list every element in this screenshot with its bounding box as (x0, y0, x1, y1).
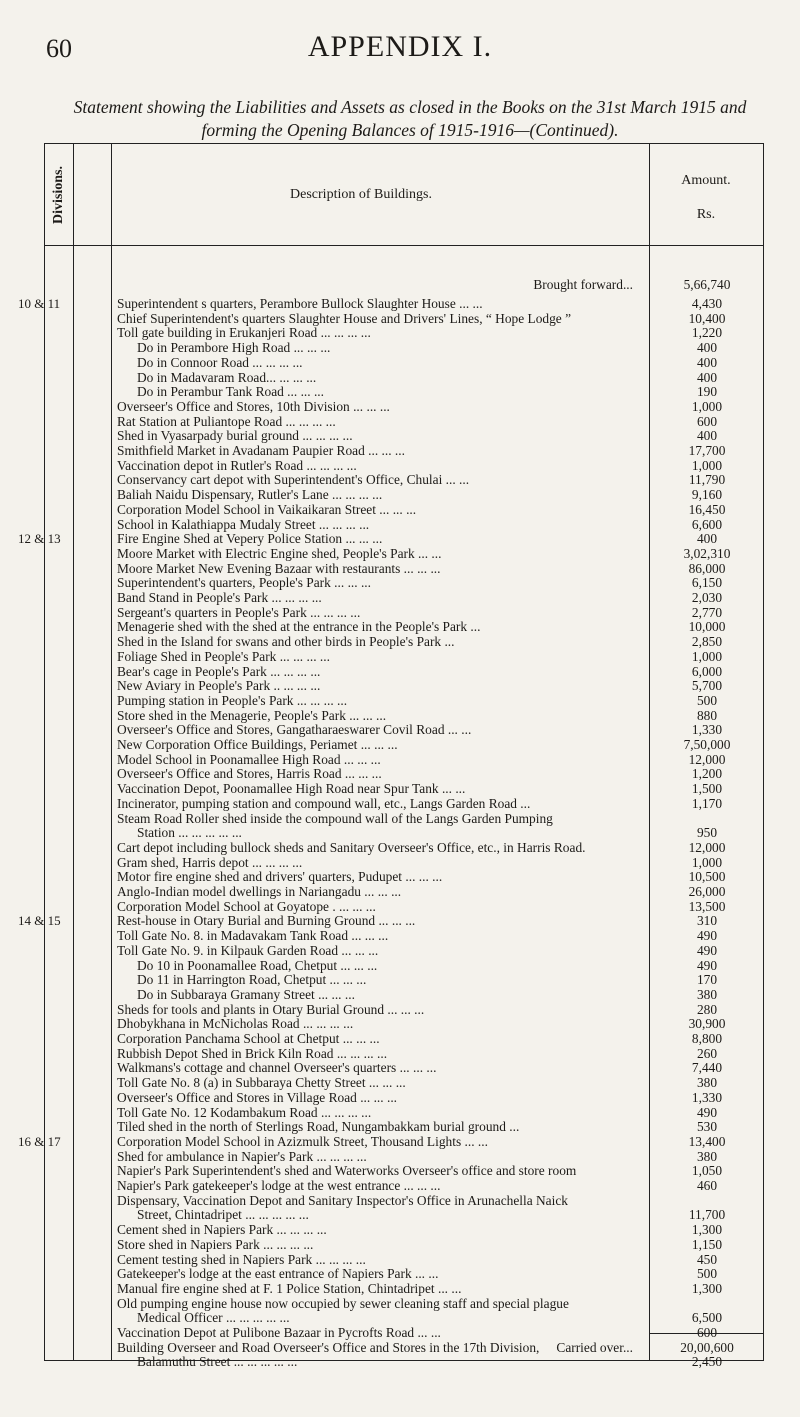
description-cell: Toll gate building in Erukanjeri Road ... ... ... ... (117, 325, 371, 341)
description-cell: Moore Market New Evening Bazaar with restaurants ... ... ... (117, 560, 441, 576)
amount-cell: 8,800 (691, 1031, 723, 1046)
description-cell: Do in Madavaram Road... ... ... ... (137, 369, 317, 385)
description-cell: Building Overseer and Road Overseer's Office and Stores in the 17th Division, (117, 1339, 540, 1355)
description-cell: Do in Subbaraya Gramany Street ... ... ... (137, 986, 355, 1002)
amount-cell: 490 (696, 1104, 718, 1120)
description-cell: Steam Road Roller shed inside the compound wall of the Langs Garden Pumping (117, 810, 553, 826)
amount-cell: 190 (696, 384, 718, 400)
amount-cell: 400 (696, 354, 718, 370)
description-cell: Do in Perambore High Road ... ... ... (137, 340, 331, 356)
description-cell: Foliage Shed in People's Park ... ... ... ... (117, 648, 330, 664)
amount-cell: 30,900 (688, 1016, 726, 1032)
amount-cell: 11,700 (688, 1207, 726, 1223)
description-cell: Smithfield Market in Avadanam Paupier Road ... ... ... (117, 443, 405, 458)
amount-cell: 10,500 (688, 869, 726, 885)
amount-cell: 12,000 (688, 751, 726, 767)
amount-cell: 16,450 (688, 501, 726, 517)
description-cell: Balamuthu Street ... ... ... ... ... (137, 1354, 298, 1370)
amount-cell: 1,300 (691, 1280, 723, 1296)
description-cell: Corporation Model School in Azizmulk Street, Thousand Lights ... ... (117, 1133, 488, 1149)
description-cell: School in Kalathiappa Mudaly Street ... ... ... ... (117, 516, 370, 532)
amount-cell: 2,030 (691, 590, 723, 605)
description-cell: Motor fire engine shed and drivers' quarters, Pudupet ... ... ... (117, 869, 443, 885)
carried-over-amount: 20,00,600 (680, 1340, 734, 1355)
amount-cell: 6,000 (691, 663, 723, 679)
amount-cell: 13,500 (688, 898, 726, 914)
statement-caption (60, 96, 760, 142)
amount-cell: 380 (696, 986, 718, 1002)
division-cell: 12 & 13 (18, 531, 61, 547)
description-cell: Street, Chintadripet ... ... ... ... ... (137, 1207, 309, 1223)
amount-cell: 400 (696, 428, 718, 444)
description-cell: Manual fire engine shed at F. 1 Police Station, Chintadripet ... ... (117, 1280, 462, 1296)
description-cell: New Aviary in People's Park .. ... ... ... (117, 678, 321, 694)
description-cell: Conservancy cart depot with Superintendent's Office, Chulai ... ... (117, 472, 470, 488)
amount-cell: 880 (696, 707, 718, 723)
amount-cell: 1,170 (691, 795, 723, 811)
amount-cell: 1,220 (691, 325, 723, 341)
brought-forward-row (45, 276, 763, 293)
amount-cell: 500 (696, 1266, 718, 1282)
description-cell: Gatekeeper's lodge at the east entrance of Napiers Park ... ... (117, 1266, 439, 1282)
description-cell: Shed for ambulance in Napier's Park ... ... ... ... (117, 1148, 367, 1164)
description-cell: Corporation Model School at Goyatope . ... ... ... (117, 898, 376, 914)
divisions-header: Divisions. (51, 165, 66, 224)
amount-cell: 400 (696, 369, 718, 385)
amount-cell: 600 (696, 413, 718, 429)
description-cell: Dispensary, Vaccination Depot and Sanitary Inspector's Office in Arunachella Naick (117, 1192, 568, 1208)
amount-cell: 1,000 (691, 457, 723, 473)
amount-cell: 1,050 (691, 1163, 723, 1179)
amount-cell: 1,300 (691, 1222, 723, 1238)
division-cell: 14 & 15 (18, 913, 61, 929)
header-divider (45, 245, 763, 246)
division-cell: 16 & 17 (18, 1133, 61, 1149)
amount-cell: 7,440 (691, 1060, 723, 1076)
amount-cell: 9,160 (691, 487, 723, 503)
amount-cell: 6,600 (691, 516, 723, 532)
description-cell: Sheds for tools and plants in Otary Burial Ground ... ... ... (117, 1001, 425, 1017)
description-header: Description of Buildings. (290, 186, 432, 202)
description-cell: Baliah Naidu Dispensary, Rutler's Lane ... ... ... ... (117, 487, 383, 503)
description-cell: Overseer's Office and Stores, Harris Road ... ... ... (117, 766, 382, 782)
amount-cell: 490 (696, 928, 718, 944)
amount-cell: 1,500 (691, 781, 723, 797)
description-cell: Do in Perambur Tank Road ... ... ... (137, 384, 325, 400)
amount-cell: 2,770 (691, 604, 723, 620)
statement-table (18, 143, 764, 1370)
amount-cell: 4,430 (691, 296, 723, 311)
description-cell: Band Stand in People's Park ... ... ... ... (117, 590, 322, 605)
page-number: 60 (46, 34, 72, 63)
description-cell: Rat Station at Puliantope Road ... ... ... ... (117, 413, 336, 429)
amount-cell: 460 (696, 1178, 718, 1193)
amount-cell: 17,700 (688, 443, 726, 458)
amount-cell: 490 (696, 942, 718, 958)
description-cell: Store shed in Napiers Park ... ... ... ... (117, 1236, 314, 1252)
description-cell: Superintendent's quarters, People's Park ... ... ... (117, 575, 371, 591)
description-cell: Pumping station in People's Park ... ... ... ... (117, 692, 348, 708)
description-cell: Cement testing shed in Napiers Park ... ... ... ... (117, 1251, 366, 1267)
page-header: APPENDIX I. (307, 30, 493, 63)
amount-cell: 260 (696, 1045, 718, 1061)
description-cell: Do in Connoor Road ... ... ... ... (137, 354, 303, 370)
amount-cell: 950 (696, 825, 718, 841)
description-cell: New Corporation Office Buildings, Periamet ... ... ... (117, 737, 398, 752)
amount-cell: 1,000 (691, 854, 723, 870)
description-cell: Medical Officer ... ... ... ... ... (137, 1310, 290, 1326)
amount-cell: 86,000 (688, 560, 726, 576)
description-cell: Corporation Model School in Vaikaikaran Street ... ... ... (117, 501, 417, 517)
description-cell: Toll Gate No. 8. in Madavakam Tank Road ... ... ... (117, 928, 389, 944)
description-cell: Moore Market with Electric Engine shed, People's Park ... ... (117, 545, 442, 561)
amount-cell: 400 (696, 531, 718, 547)
description-cell: Store shed in the Menagerie, People's Park ... ... ... (117, 707, 387, 723)
amount-cell: 6,150 (691, 575, 723, 591)
total-rule (649, 1333, 763, 1334)
amount-cell: 3,02,310 (683, 545, 731, 561)
amount-cell: 2,450 (691, 1354, 723, 1370)
carried-over-row (45, 1339, 763, 1356)
description-cell: Cart depot including bullock sheds and Sanitary Overseer's Office, etc., in Harris Road. (117, 839, 586, 855)
description-cell: Overseer's Office and Stores in Village Road ... ... ... (117, 1089, 398, 1105)
description-cell: Rest-house in Otary Burial and Burning Ground ... ... ... (117, 913, 416, 929)
description-cell: Vaccination depot in Rutler's Road ... ... ... ... (117, 457, 357, 473)
amount-header-label: Amount. (681, 173, 731, 188)
description-cell: Do 10 in Poonamallee Road, Chetput ... ... ... (137, 957, 378, 973)
amount-cell: 5,700 (691, 678, 723, 694)
division-cell: 10 & 11 (18, 296, 61, 311)
amount-cell: 13,400 (688, 1133, 726, 1149)
amount-header (649, 164, 763, 232)
description-cell: Napier's Park gatekeeper's lodge at the west entrance ... ... ... (117, 1178, 441, 1193)
description-cell: Station ... ... ... ... ... (137, 825, 242, 841)
brought-forward-label: Brought forward... (533, 277, 633, 292)
amount-cell: 380 (696, 1075, 718, 1091)
brought-forward-amount: 5,66,740 (683, 277, 731, 292)
description-cell: Dhobykhana in McNicholas Road ... ... ... ... (117, 1016, 354, 1032)
amount-cell: 6,500 (691, 1310, 723, 1326)
amount-cell: 1,200 (691, 766, 723, 782)
description-cell: Cement shed in Napiers Park ... ... ... ... (117, 1222, 327, 1238)
description-cell: Menagerie shed with the shed at the entrance in the People's Park ... (117, 619, 481, 635)
description-cell: Superintendent s quarters, Perambore Bullock Slaughter House ... ... (117, 296, 483, 311)
description-cell: Toll Gate No. 12 Kodambakum Road ... ... ... ... (117, 1104, 372, 1120)
amount-cell: 490 (696, 957, 718, 973)
description-cell: Shed in the Island for swans and other birds in People's Park ... (117, 634, 455, 650)
amount-cell: 1,150 (691, 1236, 723, 1252)
description-cell: Anglo-Indian model dwellings in Nariangadu ... ... ... (117, 884, 402, 899)
amount-cell: 1,000 (691, 648, 723, 664)
description-cell: Old pumping engine house now occupied by sewer cleaning staff and special plague (117, 1295, 569, 1311)
description-cell: Toll Gate No. 9. in Kilpauk Garden Road ... ... ... (117, 942, 379, 958)
amount-cell: 500 (696, 692, 718, 708)
caption-line-2: forming the Opening Balances of 1915-1916—(Continued). (201, 120, 619, 140)
description-cell: Napier's Park Superintendent's shed and Waterworks Overseer's office and store room (117, 1163, 577, 1179)
amount-cell: 400 (696, 340, 718, 356)
description-cell: Sergeant's quarters in People's Park ... ... ... ... (117, 604, 361, 620)
amount-cell: 26,000 (688, 884, 726, 899)
amount-cell: 10,000 (688, 619, 726, 635)
description-cell: Model School in Poonamallee High Road ... ... ... (117, 751, 381, 767)
description-cell: Vaccination Depot, Poonamallee High Road near Spur Tank ... ... (117, 781, 466, 797)
description-cell: Overseer's Office and Stores, 10th Division ... ... ... (117, 398, 390, 414)
amount-cell: 380 (696, 1148, 718, 1164)
description-cell: Do 11 in Harrington Road, Chetput ... ... ... (137, 972, 367, 988)
caption-line-1: Statement showing the Liabilities and Assets as closed in the Books on the 31st March 1915 and (73, 97, 747, 117)
amount-cell: 310 (696, 913, 718, 929)
description-cell: Walkmans's cottage and channel Overseer's quarters ... ... ... (117, 1060, 437, 1076)
amount-cell: 530 (696, 1119, 718, 1135)
amount-cell: 12,000 (688, 839, 726, 855)
amount-cell: 1,330 (691, 1089, 723, 1105)
amount-cell: 280 (696, 1001, 718, 1017)
amount-cell: 11,790 (688, 472, 726, 488)
currency-label: Rs. (696, 207, 716, 222)
description-cell: Rubbish Depot Shed in Brick Kiln Road ... ... ... ... (117, 1045, 388, 1061)
description-cell: Toll Gate No. 8 (a) in Subbaraya Chetty Street ... ... ... (117, 1075, 406, 1091)
amount-cell: 600 (696, 1325, 718, 1340)
description-cell: Bear's cage in People's Park ... ... ... ... (117, 663, 321, 679)
description-cell: Overseer's Office and Stores, Gangatharaeswarer Covil Road ... ... (117, 722, 472, 738)
description-cell: Incinerator, pumping station and compound wall, etc., Langs Garden Road ... (117, 795, 531, 811)
description-cell: Tiled shed in the north of Sterlings Road, Nungambakkam burial ground ... (117, 1119, 520, 1135)
amount-cell: 450 (696, 1251, 718, 1267)
amount-cell: 1,330 (691, 722, 723, 738)
amount-cell: 7,50,000 (683, 737, 731, 752)
amount-cell: 10,400 (688, 310, 726, 326)
carried-over-label: Carried over... (556, 1340, 633, 1355)
description-cell: Corporation Panchama School at Chetput ... ... ... (117, 1031, 380, 1046)
description-cell: Gram shed, Harris depot ... ... ... ... (117, 854, 303, 870)
description-cell: Chief Superintendent's quarters Slaughter House and Drivers' Lines, “ Hope Lodge ” (117, 310, 572, 326)
amount-cell: 170 (696, 972, 718, 988)
description-cell: Shed in Vyasarpady burial ground ... ... ... ... (117, 428, 353, 444)
description-cell: Fire Engine Shed at Vepery Police Station ... ... ... (117, 531, 383, 547)
amount-cell: 2,850 (691, 634, 723, 650)
description-cell: Vaccination Depot at Pulibone Bazaar in Pycrofts Road ... ... (117, 1325, 441, 1340)
amount-cell: 1,000 (691, 398, 723, 414)
